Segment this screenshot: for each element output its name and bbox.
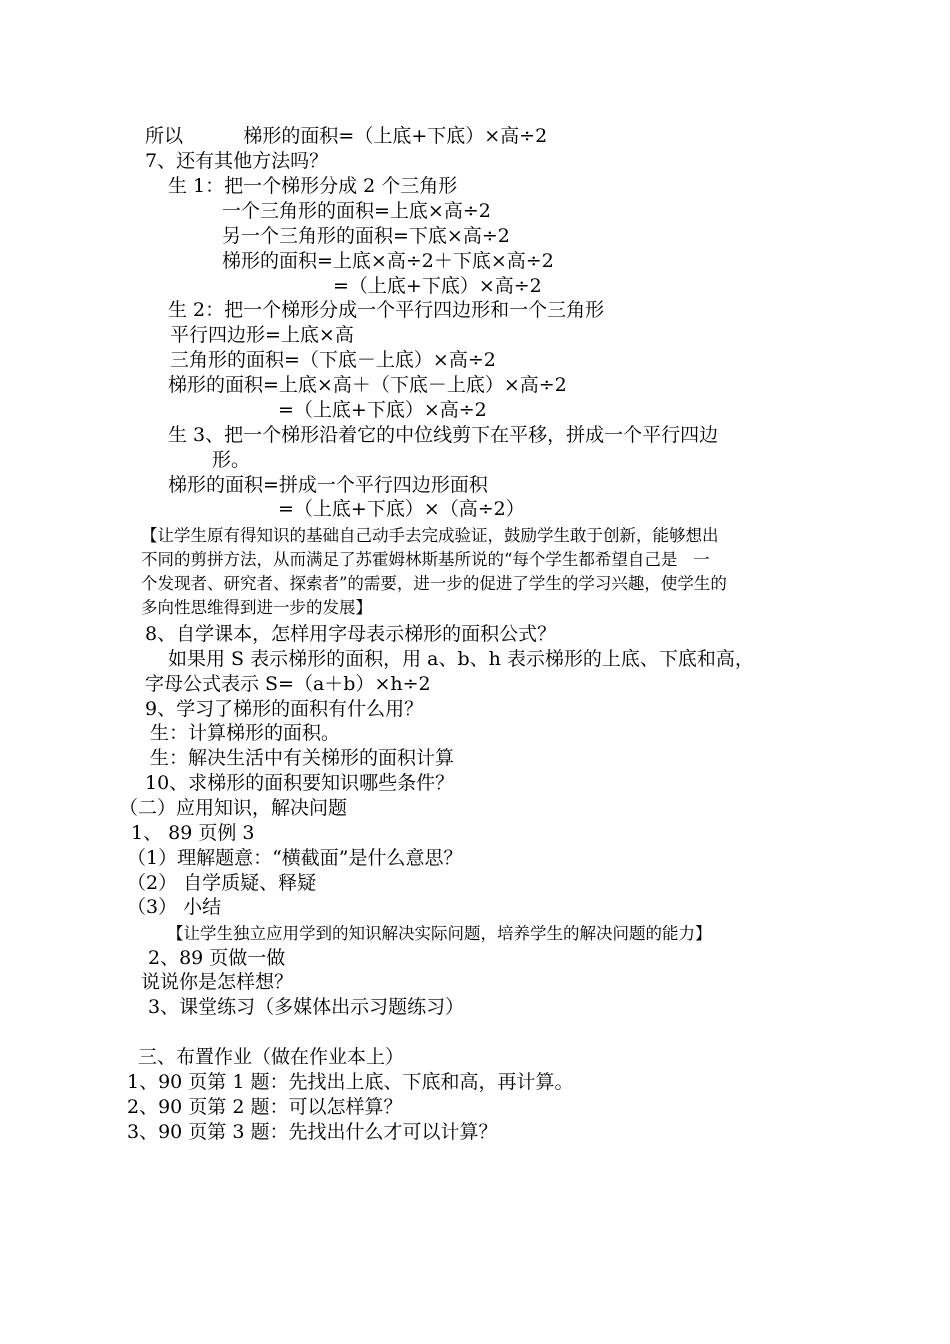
text-line: 生：解决生活中有关梯形的面积计算 (150, 747, 455, 769)
section-heading: （二）应用知识，解决问题 (119, 797, 348, 819)
text-line: 3、90 页第 3 题：先找出什么才可以计算？ (127, 1121, 498, 1143)
text-line: 2、89 页做一做 (148, 947, 286, 969)
text-line: 另一个三角形的面积=下底×高÷2 (222, 225, 510, 247)
text-line: 如果用 S 表示梯形的面积，用 a、b、h 表示梯形的上底、下底和高， (168, 648, 754, 670)
text-line: =（上底+下底）×高÷2 (333, 275, 542, 297)
text-line: 一个三角形的面积=上底×高÷2 (222, 200, 491, 222)
text-line: （1）理解题意：“横截面”是什么意思？ (127, 847, 463, 869)
teaching-note: 【让学生独立应用学到的知识解决实际问题，培养学生的解决问题的能力】 (167, 924, 712, 943)
teaching-note: 多向性思维得到进一步的发展】 (141, 598, 372, 617)
text-line: 10、求梯形的面积要知识哪些条件？ (145, 772, 455, 794)
text-line: 字母公式表示 S=（a＋b）×h÷2 (145, 673, 431, 695)
text-line: 梯形的面积=上底×高＋（下底－上底）×高÷2 (168, 374, 567, 396)
text-line: 所以 梯形的面积=（上底+下底）×高÷2 (145, 125, 548, 147)
text-line: 平行四边形=上底×高 (170, 324, 354, 346)
text-line: 8、自学课本，怎样用字母表示梯形的面积公式？ (145, 623, 557, 645)
text-line: 形。 (212, 449, 251, 471)
text-line: 三角形的面积=（下底－上底）×高÷2 (170, 349, 496, 371)
section-heading: 三、布置作业（做在作业本上） (138, 1046, 405, 1068)
text-line: 7、还有其他方法吗？ (145, 150, 329, 172)
text-line: 3、课堂练习（多媒体出示习题练习） (148, 996, 465, 1018)
text-line: 生：计算梯形的面积。 (150, 722, 341, 744)
text-line: 说说你是怎样想？ (141, 971, 294, 993)
text-line: 1、90 页第 1 题：先找出上底、下底和高，再计算。 (127, 1071, 574, 1093)
teaching-note: 【让学生原有得知识的基础自己动手去完成验证，鼓励学生敢于创新，能够想出 (141, 526, 719, 545)
teaching-note: 不同的剪拼方法，从而满足了苏霍姆林斯基所说的“每个学生都希望自己是 一 (141, 550, 710, 569)
text-line: 9、学习了梯形的面积有什么用？ (145, 698, 424, 720)
text-line: 梯形的面积=上底×高÷2＋下底×高÷2 (222, 250, 554, 272)
text-line: 生 2：把一个梯形分成一个平行四边形和一个三角形 (168, 299, 605, 321)
text-line: 生 1：把一个梯形分成 2 个三角形 (168, 175, 458, 197)
text-line: 1、 89 页例 3 (131, 822, 255, 844)
text-line: （3） 小结 (127, 896, 222, 918)
text-line: 生 3、把一个梯形沿着它的中位线剪下在平移，拼成一个平行四边 (168, 424, 719, 446)
text-line: （2） 自学质疑、释疑 (127, 872, 317, 894)
text-line: =（上底+下底）×高÷2 (278, 399, 487, 421)
text-line: 梯形的面积=拼成一个平行四边形面积 (168, 474, 488, 496)
text-line: =（上底+下底）×（高÷2） (278, 498, 525, 520)
teaching-note: 个发现者、研究者、探索者”的需要，进一步的促进了学生的学习兴趣，使学生的 (141, 574, 727, 593)
text-line: 2、90 页第 2 题：可以怎样算？ (127, 1096, 403, 1118)
